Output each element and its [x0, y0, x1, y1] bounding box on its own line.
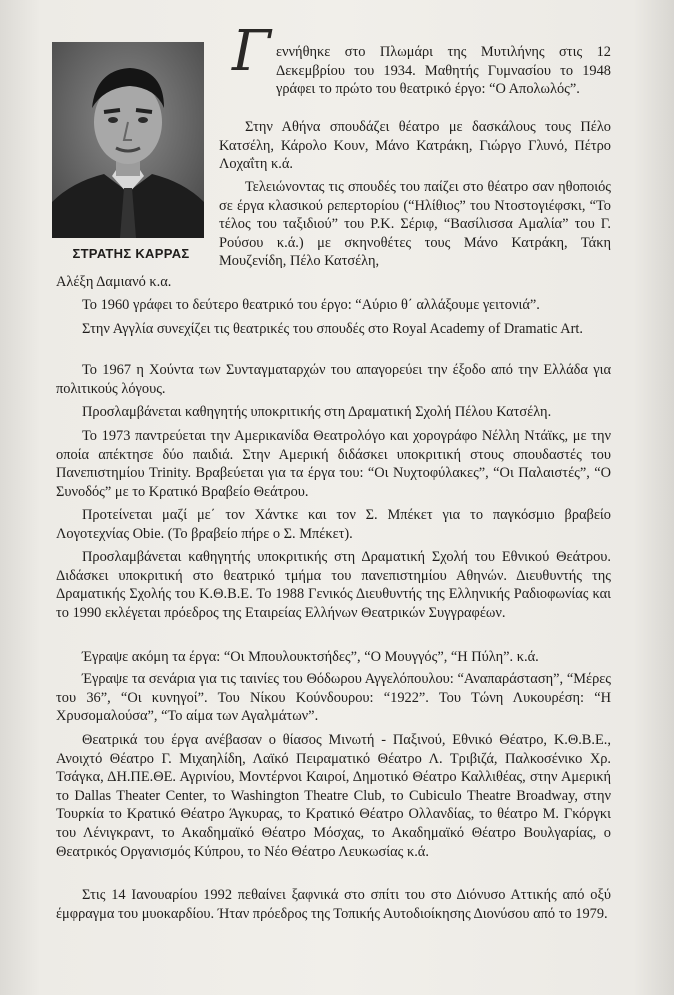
- paragraph-2: Στην Αθήνα σπουδάζει θέατρο με δασκάλους τους Πέλο Κατσέλη, Κάρολο Κουν, Μάνο Κατράκη, Γιώργο Γλυνό, Πέτρο Λοχαΐτη κ.ά.: [219, 119, 611, 173]
- paragraph-7: Προσλαμβάνεται καθηγητής υποκριτικής στη Δραματική Σχολή Πέλου Κατσέλη.: [82, 404, 552, 420]
- paragraph-8: Το 1973 παντρεύεται την Αμερικανίδα Θεατρολόγο και χορογράφο Νέλλη Ντάϊκς, με την οποία απέκτησε δύο παιδιά. Στην Αμερική διδάσκει υποκριτική στους σπουδαστές του Πανεπιστημίου Trinity. Βραβεύεται για τα έργα του: “Οι Νυχτοφύλακες”, “Οι Παλαιστές”, “Ο Συνοδός” με το Κρατικό Βραβείο Θεάτρου.: [56, 428, 611, 500]
- paragraph-6: Το 1967 η Χούντα των Συνταγματαρχών του απαγορεύει την έξοδο από την Ελλάδα για πολιτικούς λόγους.: [56, 362, 611, 397]
- paragraph-5: Στην Αγγλία συνεχίζει τις θεατρικές του σπουδές στο Royal Academy of Dramatic Art.: [82, 321, 583, 337]
- paragraph-14: Στις 14 Ιανουαρίου 1992 πεθαίνει ξαφνικά στο σπίτι του στο Διόνυσο Αττικής από οξύ έμφραγμα του μυοκαρδίου. Ήταν πρόεδρος της Τοπικής Αυτοδιοίκησης Διονύσου από το 1979.: [56, 887, 611, 922]
- paragraph-11: Έγραψε ακόμη τα έργα: “Οι Μπουλουκτσήδες”, “Ο Μουγγός”, “Η Πύλη”. κ.ά.: [82, 649, 539, 665]
- paragraph-1-text: εννήθηκε στο Πλωμάρι της Μυτιλήνης στις 12 Δεκεμβρίου του 1934. Μαθητής Γυμνασίου το 1948 γράφει το πρώτο του θεατρικό έργο: “Ο Απολωλός”.: [276, 44, 611, 98]
- paragraph-1a: [276, 43, 611, 99]
- drop-cap: Γ: [232, 19, 271, 84]
- portrait-photo: [52, 42, 204, 238]
- paragraph-10: Προσλαμβάνεται καθηγητής υποκριτικής στη Δραματική Σχολή του Εθνικού Θεάτρου. Διδάσκει υποκριτική στο θεατρικό τμήμα του πανεπιστημίου Αθηνών. Διευθυντής της Δραματικής Σχολής του Κ.Θ.Β.Ε. Το 1988 Γενικός Διευθυντής της Ελληνικής Ραδιοφωνίας και το 1990 εκλέγεται πρόεδρος της Εταιρείας Ελλήνων Θεατρικών Συγγραφέων.: [56, 549, 611, 621]
- paragraph-3: Τελειώνοντας τις σπουδές του παίζει στο θέατρο σαν ηθοποιός σε έργα κλασικού ρεπερτορίου (“Ηλίθιος” του Ντοστογιέφσκι, “Το τέλος του ταξιδιού” του Ρ.Κ. Σέριφ, “Βασίλισσα Αμαλία” του Γ. Ρούσου κ.ά.) με σκηνοθέτες τους Μάνο Κατράκη, Τάκη Μουζενίδη, Πέλο Κατσέλη,: [219, 179, 611, 270]
- paragraph-4: Το 1960 γράφει το δεύτερο θεατρικό του έργο: “Αύριο θ΄ αλλάξουμε γειτονιά”.: [82, 297, 540, 313]
- paragraph-3-end: Αλέξη Δαμιανό κ.α.: [56, 274, 172, 290]
- paragraph-12: Έγραψε τα σενάρια για τις ταινίες του Θόδωρου Αγγελόπουλου: “Αναπαράσταση”, “Μέρες του 36”, “Οι κυνηγοί”. Του Νίκου Κούνδουρου: “1922”. Του Τώνη Λυκουρέση: “Η Χρυσομαλούσα”, “Το αίμα των Αγαλμάτων”.: [56, 671, 611, 725]
- paragraph-13: Θεατρικά του έργα ανέβασαν ο θίασος Μινωτή - Παξινού, Εθνικό Θέατρο, Κ.Θ.Β.Ε., Ανοιχτό Θέατρο Γ. Μιχαηλίδη, Λαϊκό Πειραματικό Θέατρο Λ. Τριβιζά, Παλκοσένικο Χρ. Τσάγκα, ΔΗ.ΠΕ.ΘΕ. Αγρινίου, Μοντέρνοι Καιροί, Δημοτικό Θέατρο Καλλιθέας, στην Αμερική το Dallas Theater Center, το Washington Theatre Club, το Cubiculo Theatre Broadway, στην Τουρκία το Κρατικό Θέατρο Άγκυρας, το Κρατικό Θέατρο Ολλανδίας, το θέατρο Μ. Γκόργκι του Λένιγκραντ, το Ακαδημαϊκό Θέατρο Μόσχας, το Ακαδημαϊκό Θέατρο Βουλγαρίας, ο Θεατρικός Οργανισμός Κύπρου, το Νέο Θέατρο Λευκωσίας κ.ά.: [56, 732, 611, 860]
- paragraph-9: Προτείνεται μαζί με΄ τον Χάντκε και τον Σ. Μπέκετ για το παγκόσμιο βραβείο Λογοτεχνίας Obie. (Το βραβείο πήρε ο Σ. Μπέκετ).: [56, 507, 611, 542]
- photo-caption: ΣΤΡΑΤΗΣ ΚΑΡΡΑΣ: [72, 246, 190, 261]
